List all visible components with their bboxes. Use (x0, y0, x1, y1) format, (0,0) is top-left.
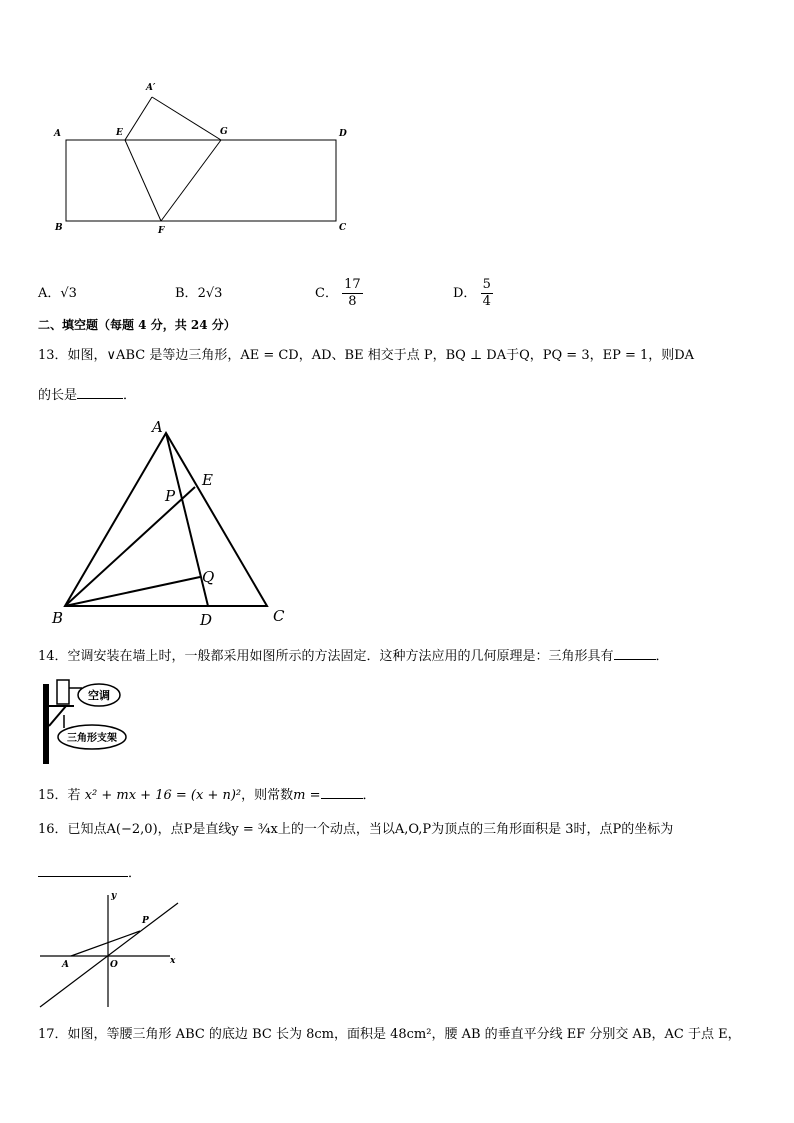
q15-prefix: 15．若 (38, 788, 81, 803)
label-q: Q (202, 568, 215, 586)
label-f: F (158, 226, 165, 236)
option-a (38, 284, 77, 304)
q16-text: 16．已知点A(−2,0)，点P是直线y = ¾x上的一个动点，当以A,O,P为顶点的三角形面积是 3时，点P的坐标为 (38, 822, 674, 837)
q16-answer-line (38, 862, 141, 884)
q15-variable: m = (293, 788, 321, 803)
label-b: B (55, 223, 63, 233)
segment-a-prime-g (152, 97, 221, 140)
q13-answer-blank (77, 384, 123, 399)
option-b-prefix: B． (175, 286, 198, 301)
coordinate-plane-figure (38, 885, 188, 1010)
q16-answer-blank (38, 862, 128, 877)
section-title: 二、填空题（每题 4 分，共 24 分） (38, 318, 236, 332)
q13-line1: 13．如图，∨ABC 是等边三角形，AE = CD，AD、BE 相交于点 P，BQ ⊥ DA于Q，PQ = 3，EP = 1，则DA (38, 348, 695, 363)
label-c: C (273, 607, 285, 625)
label-g: G (220, 127, 228, 137)
option-c-prefix: C． (315, 286, 338, 301)
q16-end: ． (128, 866, 142, 881)
q14-text (38, 645, 669, 667)
option-c (315, 276, 363, 312)
option-a-value: √3 (60, 286, 77, 301)
label-d: D (200, 611, 213, 629)
line-y-three-quarter-x (40, 903, 178, 1007)
air-conditioner-box (57, 680, 69, 704)
segment-be (65, 487, 195, 606)
label-x: x (170, 956, 176, 966)
option-d-fraction (481, 277, 493, 310)
bubble-ac-text: 空调 (88, 689, 110, 702)
option-c-fraction (342, 277, 363, 310)
label-a: A (152, 418, 163, 436)
segment-bq (65, 577, 200, 606)
q15-mid: ，则常数 (241, 788, 294, 803)
air-conditioner-bracket-figure (38, 678, 138, 764)
label-a: A (62, 960, 69, 970)
option-d-denominator: 4 (482, 294, 491, 309)
label-p: P (165, 487, 176, 505)
option-d-numerator: 5 (482, 277, 491, 292)
bubble-bracket-text: 三角形支架 (67, 733, 117, 744)
equilateral-triangle-figure (48, 412, 298, 632)
label-o: O (110, 960, 118, 970)
option-c-numerator: 17 (344, 277, 361, 292)
label-e: E (202, 471, 213, 489)
label-p: P (142, 916, 149, 926)
q15-end: ． (362, 788, 376, 803)
triangle-abc (65, 433, 267, 606)
label-a: A (54, 129, 61, 139)
label-c: C (339, 223, 347, 233)
segment-ef (125, 140, 161, 221)
q17-text: 17．如图，等腰三角形 ABC 的底边 BC 长为 8cm，面积是 48cm²，腰 AB 的垂直平分线 EF 分别交 AB，AC 于点 E， (38, 1027, 741, 1042)
segment-e-a-prime (125, 97, 152, 140)
option-d-prefix: D． (453, 286, 477, 301)
q14-question: 14．空调安装在墙上时，一般都采用如图所示的方法固定．这种方法应用的几何原理是：三角形具有 (38, 649, 614, 664)
rectangle-abcd (66, 140, 336, 221)
label-d: D (339, 129, 347, 139)
fold-rectangle-figure (40, 75, 370, 245)
label-a-prime: A′ (146, 83, 156, 93)
q14-end: ． (655, 649, 669, 664)
segment-ap (71, 931, 140, 956)
segment-gf (161, 140, 221, 221)
q13-end: ． (123, 388, 137, 403)
option-b-value: 2√3 (197, 286, 223, 301)
option-b (175, 284, 222, 304)
q13-line2-text: 的长是 (38, 388, 78, 403)
label-e: E (116, 128, 123, 138)
option-d (453, 276, 493, 312)
label-b: B (52, 609, 64, 627)
wall (43, 684, 49, 764)
q15-expression: x² + mx + 16 = (x + n)² (84, 788, 242, 803)
q15-answer-blank (321, 784, 363, 799)
q14-answer-blank (614, 645, 656, 660)
option-c-denominator: 8 (348, 294, 357, 309)
q15-text (38, 784, 376, 806)
q13-line2 (38, 384, 136, 406)
option-a-prefix: A． (38, 286, 61, 301)
label-y: y (111, 891, 117, 901)
